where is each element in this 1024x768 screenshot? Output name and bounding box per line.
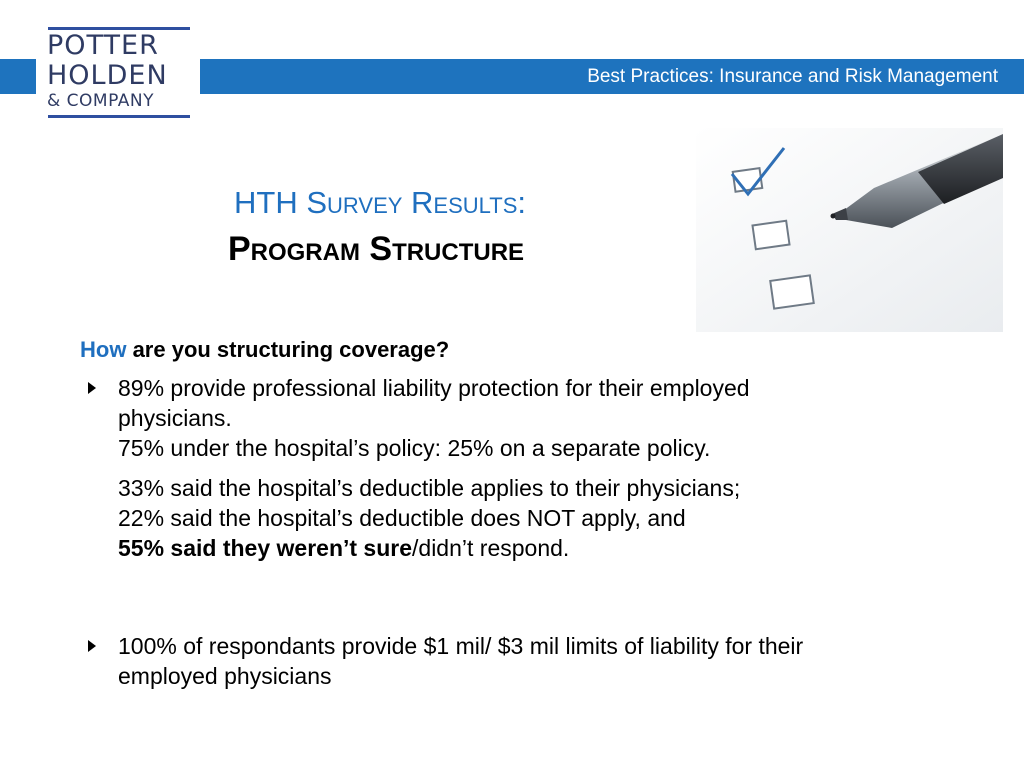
bullet-line: 33% said the hospital’s deductible applies to their physicians; (118, 475, 741, 501)
question-heading (80, 337, 449, 363)
header-tagline: Best Practices: Insurance and Risk Management (587, 66, 998, 87)
logo-line-potter: POTTER (47, 30, 159, 61)
bullet-text (118, 373, 998, 563)
bullet-text (118, 631, 998, 691)
checkbox-empty-icon (752, 221, 789, 249)
question-lead: How (80, 337, 127, 362)
bullet-line: employed physicians (118, 663, 332, 689)
bullet-arrow-icon (88, 640, 96, 652)
bullet-trailing-text: /didn’t respond. (412, 535, 570, 561)
bullet-line: 75% under the hospital’s policy: 25% on a separate policy. (118, 435, 711, 461)
paragraph-gap (118, 463, 998, 473)
bullet-line-mixed (118, 533, 998, 563)
slide-title-line2: Program Structure (227, 230, 525, 268)
slide-title-line1: HTH Survey Results: (234, 185, 526, 220)
bullet-line: 100% of respondants provide $1 mil/ $3 mil limits of liability for their (118, 633, 804, 659)
logo-rule-bottom (48, 115, 190, 118)
logo-line-holden: HOLDEN (47, 60, 168, 91)
company-logo (36, 22, 200, 122)
bullet-arrow-icon (88, 382, 96, 394)
question-rest: are you structuring coverage? (126, 337, 450, 362)
logo-line-company: & COMPANY (47, 91, 154, 111)
bullet-bold-text: 55% said they weren’t sure (118, 535, 413, 561)
bullet-line: 22% said the hospital’s deductible does NOT apply, and (118, 505, 686, 531)
bullet-line: physicians. (118, 405, 232, 431)
checkbox-empty-icon (770, 275, 814, 308)
bullet-line: 89% provide professional liability protection for their employed (118, 375, 750, 401)
